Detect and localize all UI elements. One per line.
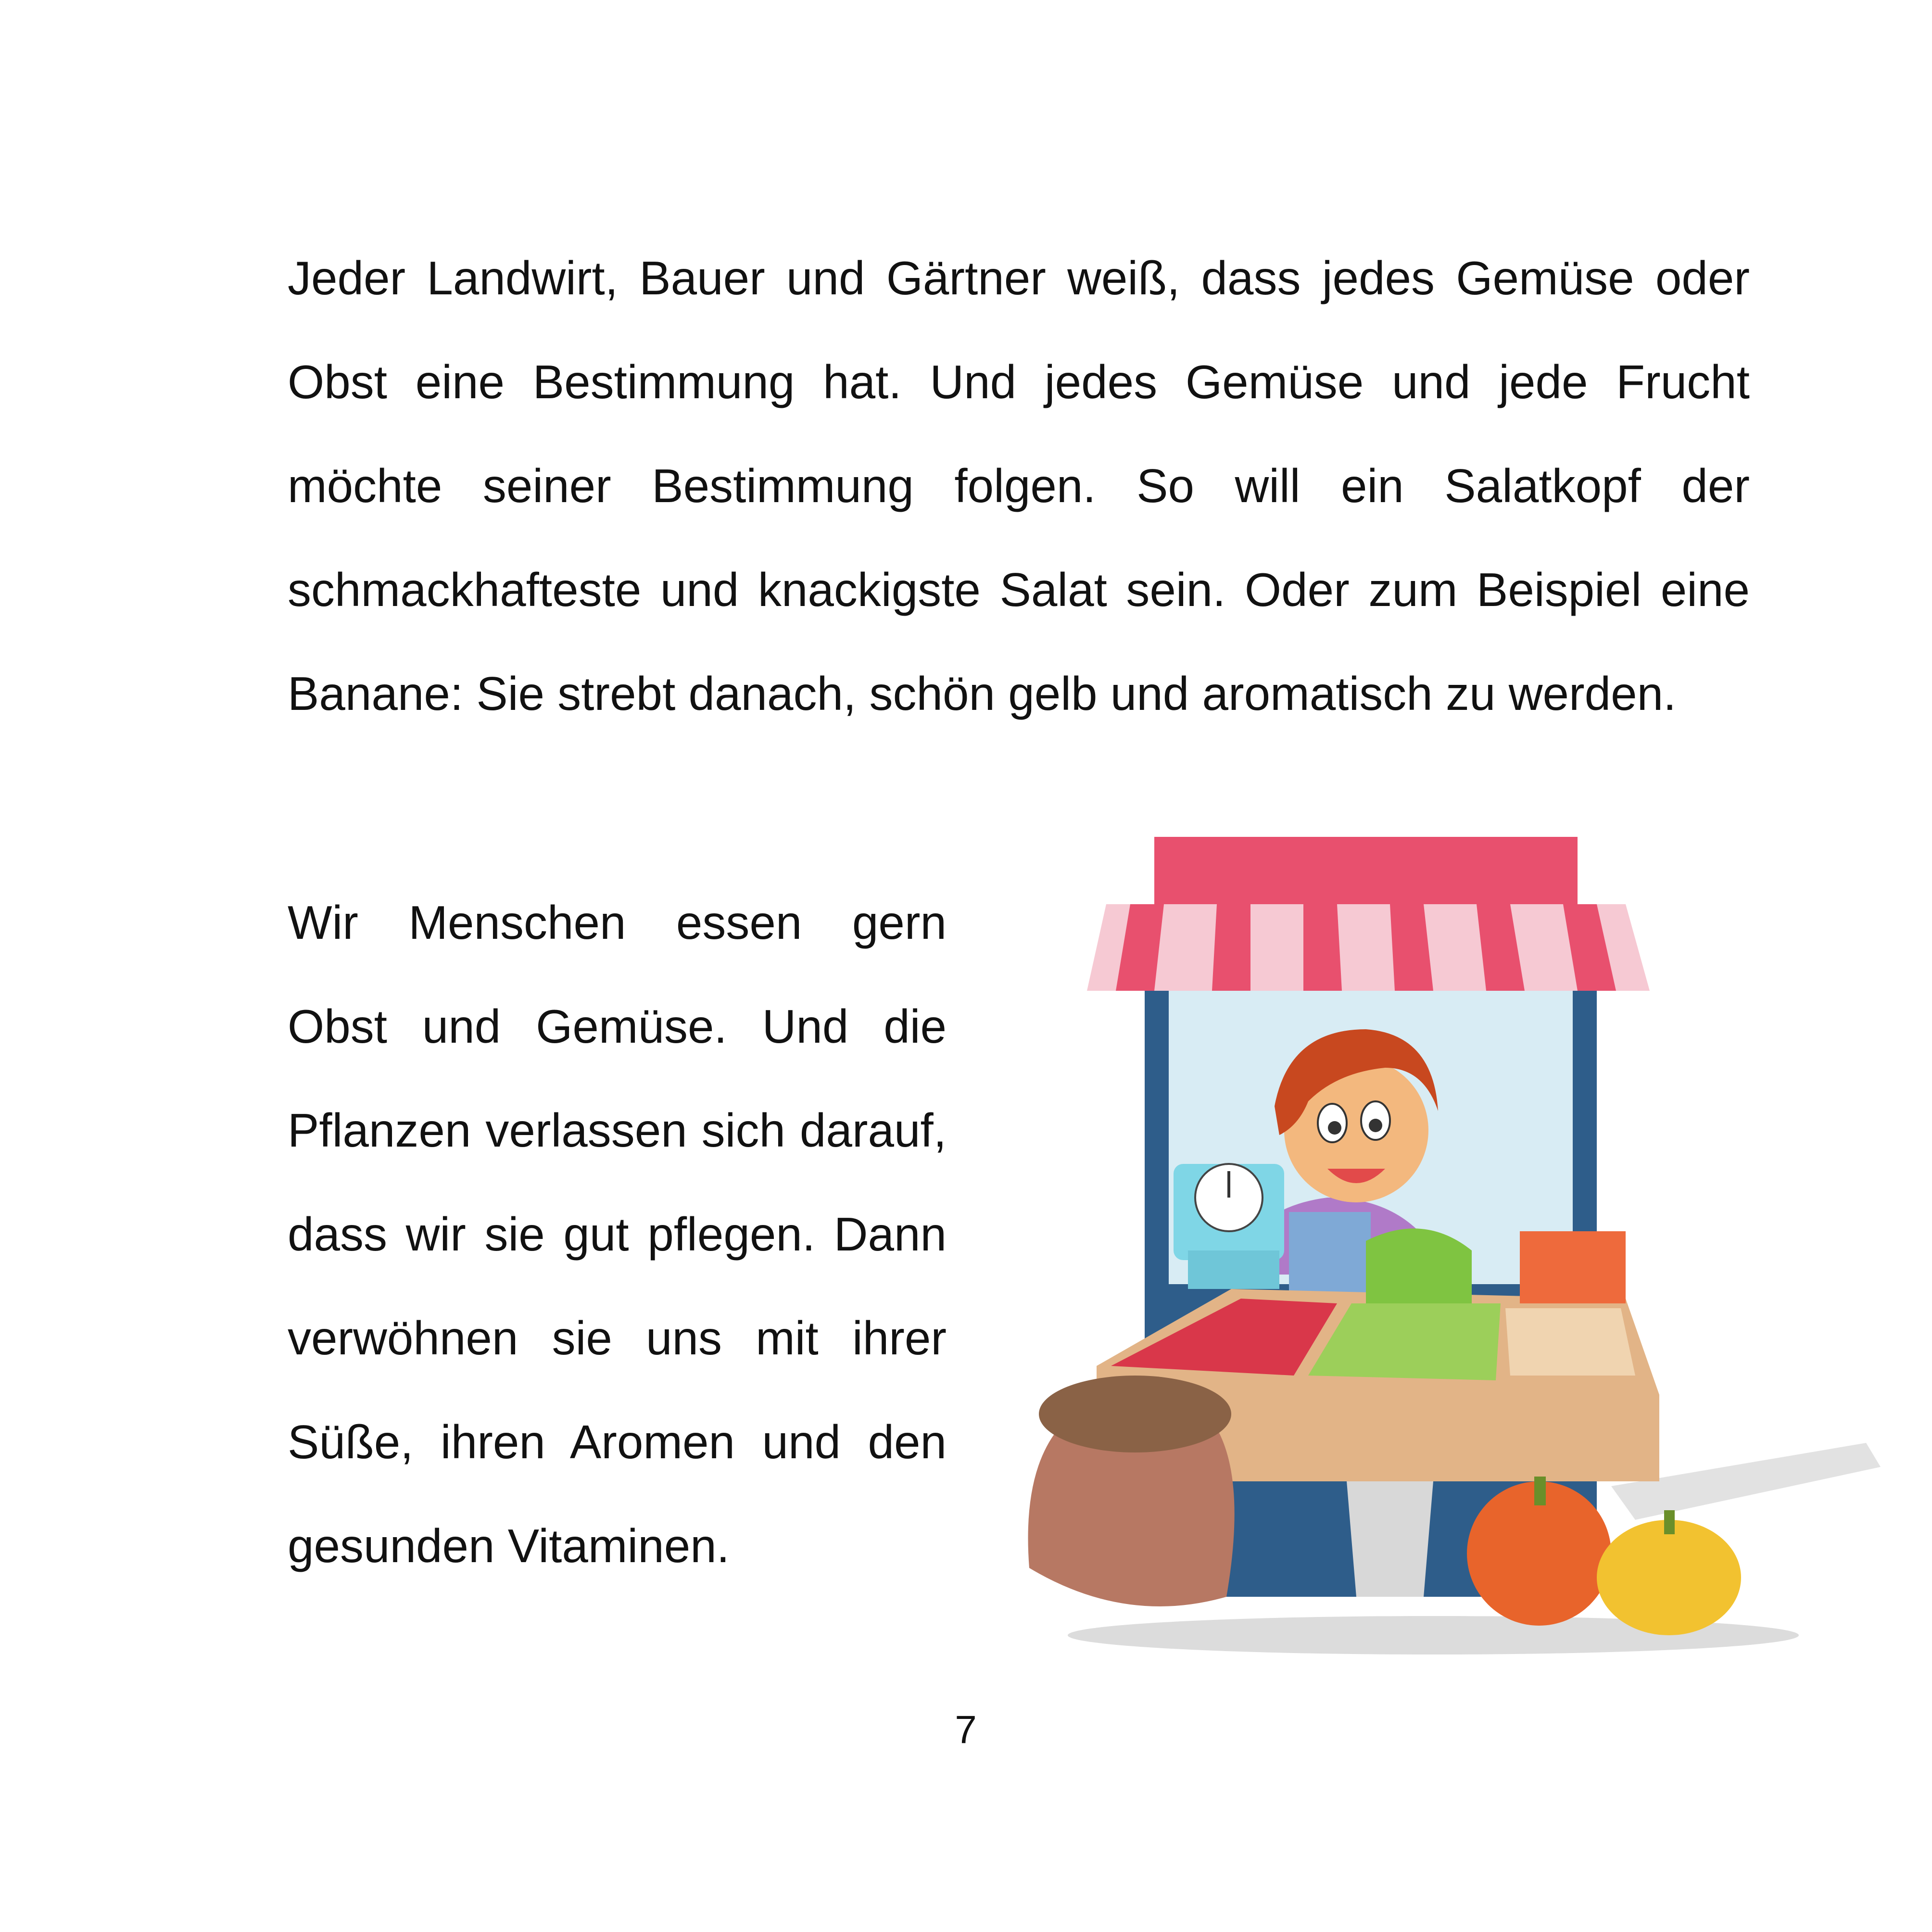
pumpkin-yellow xyxy=(1597,1520,1741,1635)
paragraph-1: Jeder Landwirt, Bauer und Gärtner weiß, dass jedes Gemüse oder Obst eine Bestimmung hat. Und jedes Gemüse und jede Frucht möchte seiner Bestimmung folgen. So will ein Salatkopf der schmackhafteste und knackigste Salat sein. Oder zum Beispiel eine Banane: Sie strebt danach, schön gelb und aromatisch zu werden. xyxy=(288,252,1750,720)
paragraph-2: Wir Menschen essen gern Obst und Gemüse. Und die Pflanzen verlassen sich darauf, dass wir sie gut pflegen. Dann verwöhnen sie uns mit ihrer Süße, ihren Aromen und den gesunden Vitaminen. xyxy=(288,896,947,1572)
sack xyxy=(1028,1376,1235,1606)
awning xyxy=(1087,837,1650,991)
scale xyxy=(1174,1164,1284,1289)
bucket xyxy=(1347,1481,1433,1597)
page-number: 7 xyxy=(955,1708,977,1752)
market-stall-illustration xyxy=(1000,818,1885,1659)
